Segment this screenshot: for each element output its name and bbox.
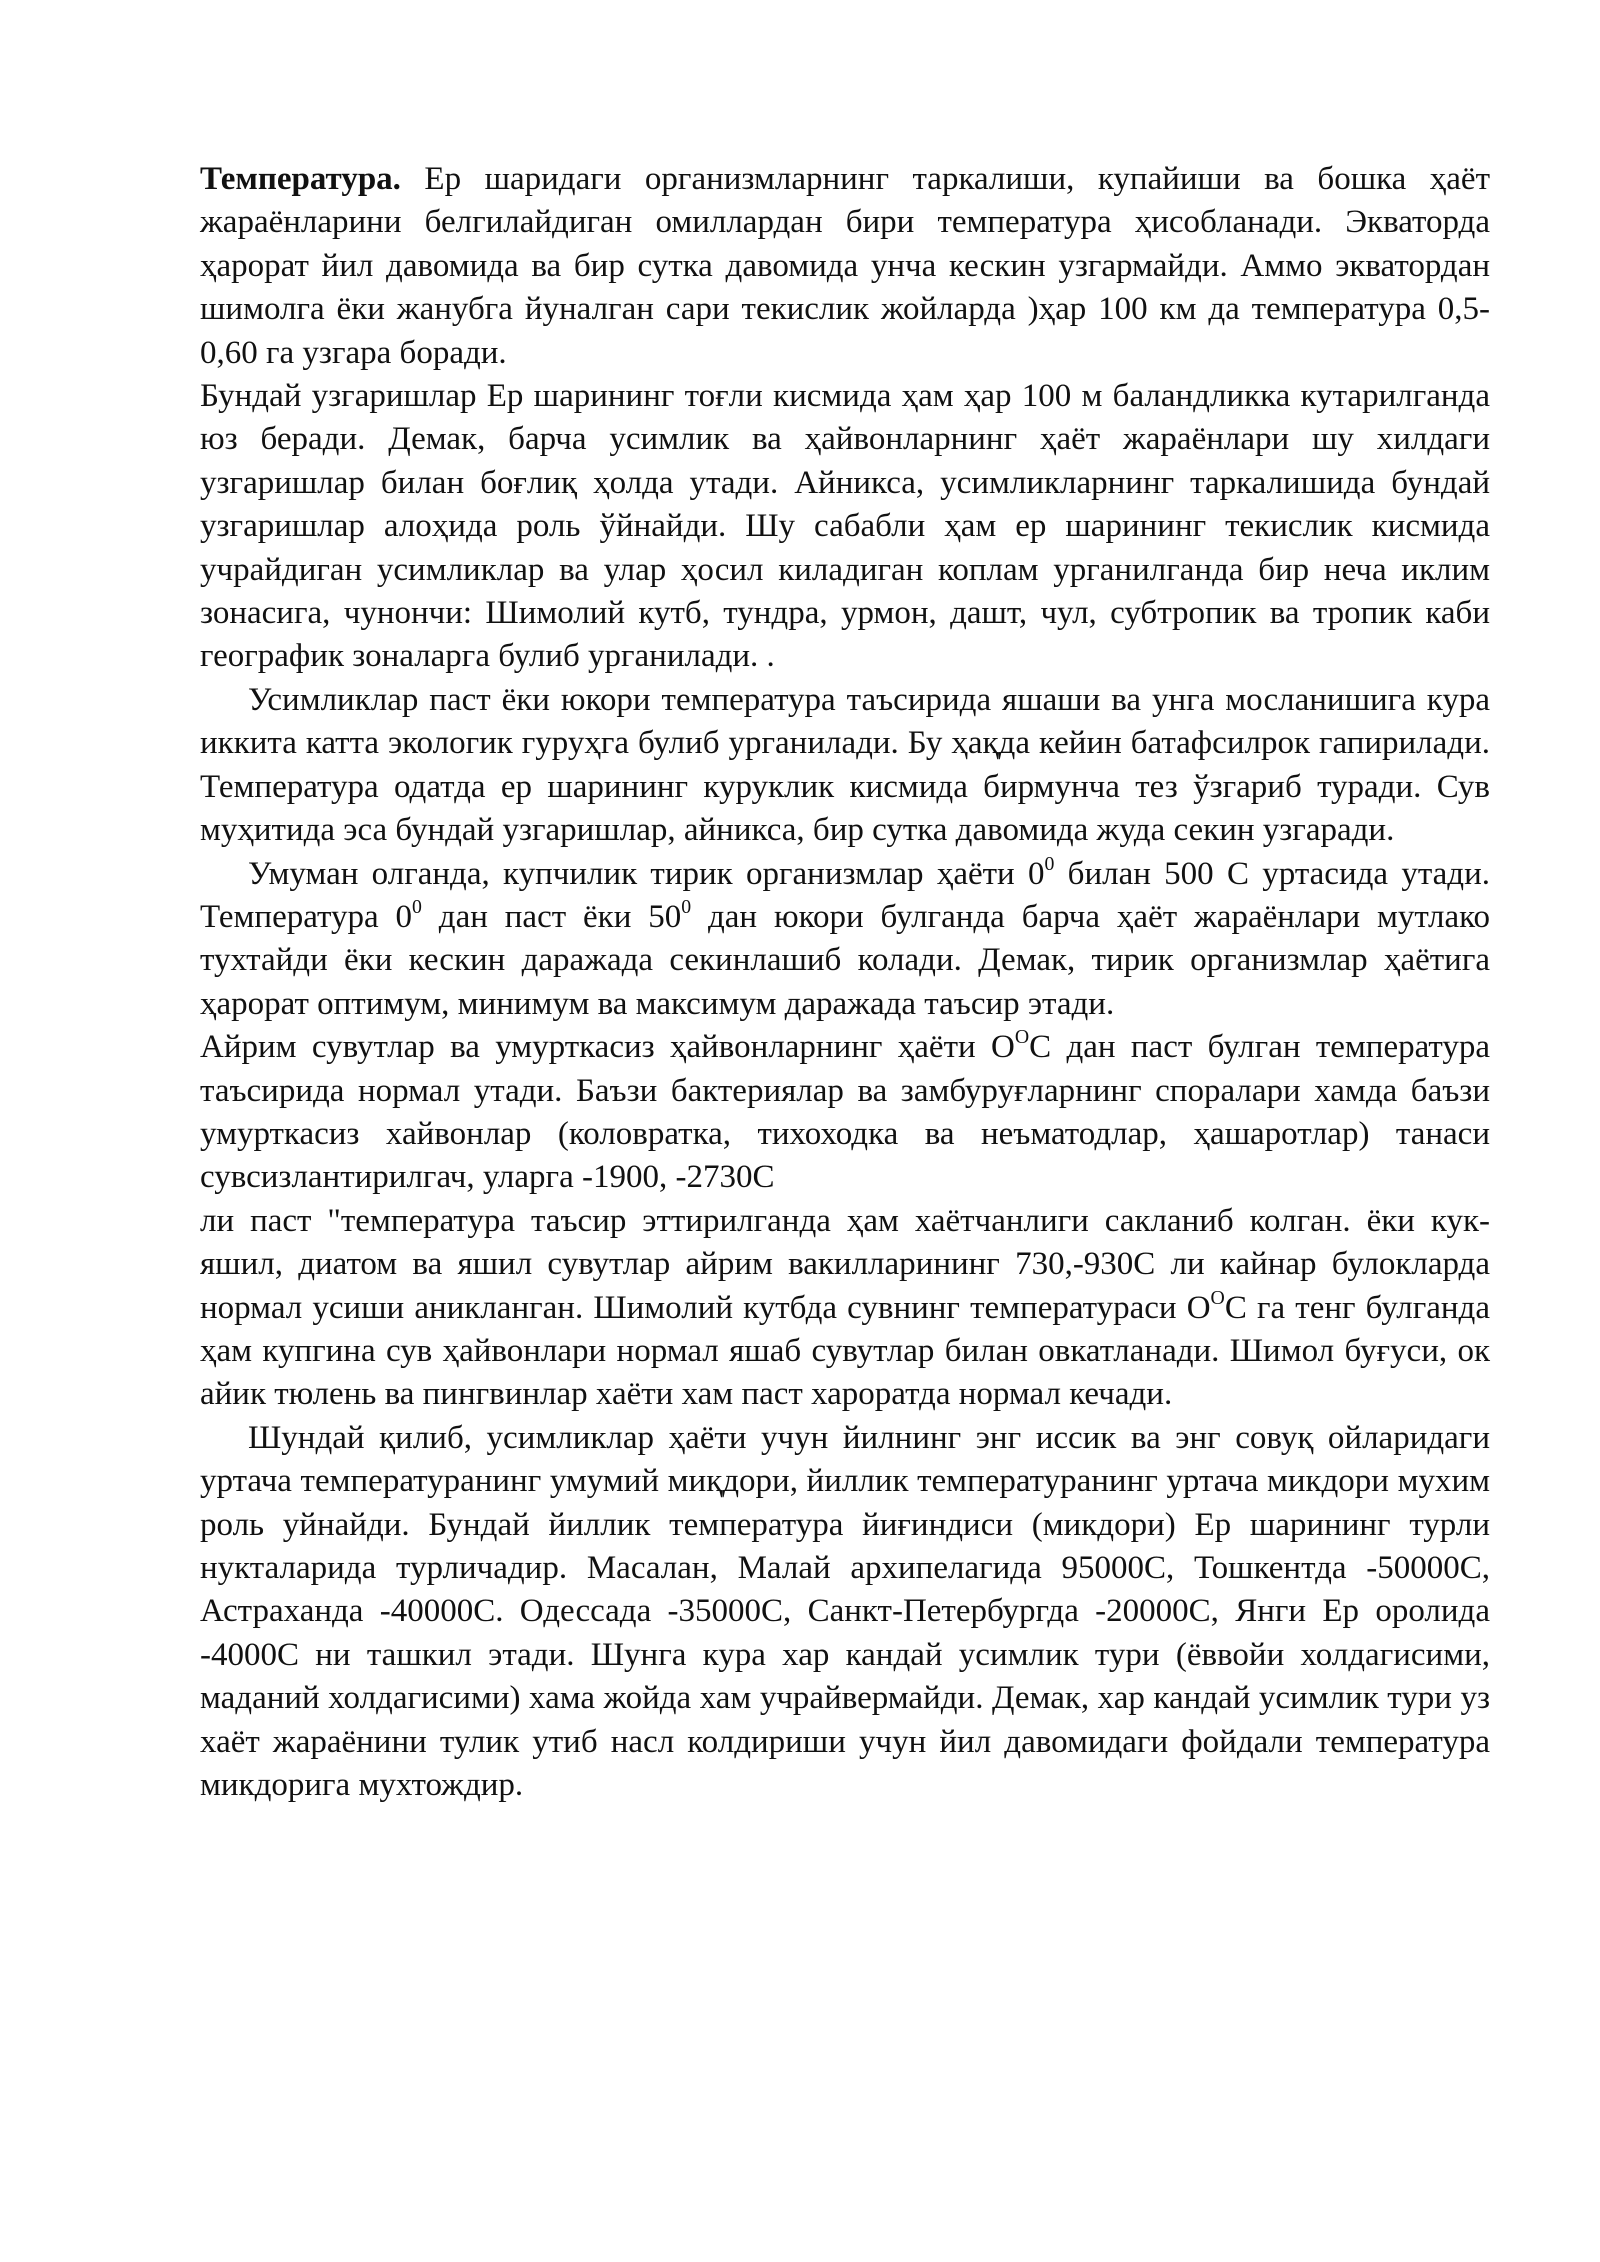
superscript: 0 bbox=[412, 896, 422, 919]
paragraph-temperature-range bbox=[200, 853, 1490, 1027]
document-body bbox=[200, 158, 1490, 1807]
paragraph-text: Умуман олганда, купчилик тирик организмлар ҳаёти 0 bbox=[248, 855, 1045, 892]
paragraph-low-temperature bbox=[200, 1026, 1490, 1200]
paragraph-survival bbox=[200, 1200, 1490, 1417]
paragraph-mountain-changes: Бундай узгаришлар Ер шарининг тоғли кисмида ҳам ҳар 100 м баландликка кутарилганда юз беради. Демак, барча усимлик ва ҳайвонларнинг ҳаёт жараёнлари шу хилдаги узгаришлар билан боғлиқ ҳолда утади. Айникса, усимликларнинг таркалишида бундай узгаришлар алоҳида роль ўйнайди. Шу сабабли ҳам ер шарининг текислик кисмида учрайдиган усимликлар ва улар ҳосил киладиган коплам урганилганда бир неча иклим зонасига, чунончи: Шимолий кутб, тундра, урмон, дашт, чул, субтропик ва тропик каби географик зоналарга булиб урганилади. . bbox=[200, 378, 1490, 675]
section-title: Температура. bbox=[200, 161, 401, 197]
paragraph-text: Ер шаридаги организмларнинг таркалиши, купайиши ва бошка ҳаёт жараёнларини белгилайдиган омиллардан бири температура ҳисобланади. Экваторда ҳарорат йил давомида ва бир сутка давомида унча кескин узгармайди. Аммо экватордан шимолга ёки жанубга йуналган сари текислик жойларда )ҳар 100 км да температура 0,5-0,60 га узгара боради. bbox=[200, 161, 1490, 371]
paragraph-text: дан паст ёки 50 bbox=[421, 898, 682, 935]
superscript: 0 bbox=[681, 896, 692, 919]
paragraph-text: билан 500 С уртасида утади. Температура 0 bbox=[200, 855, 1490, 935]
paragraph-text: ли паст "температура таъсир эттирилганда ҳам хаётчанлиги сакланиб колган. ёки кук-яшил, диатом ва яшил сувутлар айрим вакилларининг 730,-930С ли кайнар булокларда нормал усиши аникланган. Шимолий кутбда сувнинг температураси О bbox=[200, 1202, 1490, 1326]
paragraph-text: Айрим сувутлар ва умурткасиз ҳайвонларнинг ҳаёти О bbox=[200, 1029, 1015, 1066]
paragraph-temperature-intro bbox=[200, 158, 1490, 375]
paragraph-text: дан юкори булганда барча ҳаёт жараёнлари мутлако тухтайди ёки кескин даражада секинлашиб колади. Демак, тирик организмлар ҳаётига ҳарорат оптимум, минимум ва максимум даражада таъсир этади. bbox=[200, 898, 1491, 1022]
superscript: О bbox=[1014, 1026, 1030, 1049]
paragraph-text: С га тенг булганда ҳам купгина сув ҳайвонлари нормал яшаб сувутлар билан овкатланади. Шимол буғуси, ок айик тюлень ва пингвинлар хаёти хам паст хароратда нормал кечади. bbox=[200, 1289, 1490, 1413]
paragraph-ecological-groups: Усимликлар паст ёки юкори температура таъсирида яшаши ва унга мосланишига кура иккита катта экологик гуруҳга булиб урганилади. Бу ҳақда кейин батафсилрок гапирилади. Температура одатда ер шарининг куруклик кисмида бирмунча тез ўзгариб туради. Сув муҳитида эса бундай узгаришлар, айникса, бир сутка давомида жуда секин узгаради. bbox=[200, 681, 1490, 849]
paragraph-text: С дан паст булган температура таъсирида нормал утади. Баъзи бактериялар ва замбуруғларнинг споралари хамда баъзи умурткасиз хайвонлар (коловратка, тихоходка ва неъматодлар, ҳашаротлар) танаси сувсизлантирилгач, уларга -1900, -2730С bbox=[200, 1029, 1491, 1196]
superscript: О bbox=[1210, 1286, 1225, 1309]
superscript: 0 bbox=[1044, 852, 1055, 875]
paragraph-annual-sum: Шундай қилиб, усимликлар ҳаёти учун йилнинг энг иссик ва энг совуқ ойларидаги уртача температуранинг умумий миқдори, йиллик температуранинг уртача микдори мухим роль уйнайди. Бундай йиллик температура йиғиндиси (микдори) Ер шарининг турли нукталарида турличадир. Масалан, Малай архипелагида 95000С, Тошкентда -50000С, Астраханда -40000С. Одессада -35000С, Санкт-Петербургда -20000С, Янги Ер оролида -4000С ни ташкил этади. Шунга кура хар кандай усимлик тури (ёввойи холдагисими, маданий холдагисими) хама жойда хам учрайвермайди. Демак, хар кандай усимлик тури уз хаёт жараёнини тулик утиб насл колдириши учун йил давомидаги фойдали температура микдорига мухтождир. bbox=[200, 1419, 1490, 1804]
